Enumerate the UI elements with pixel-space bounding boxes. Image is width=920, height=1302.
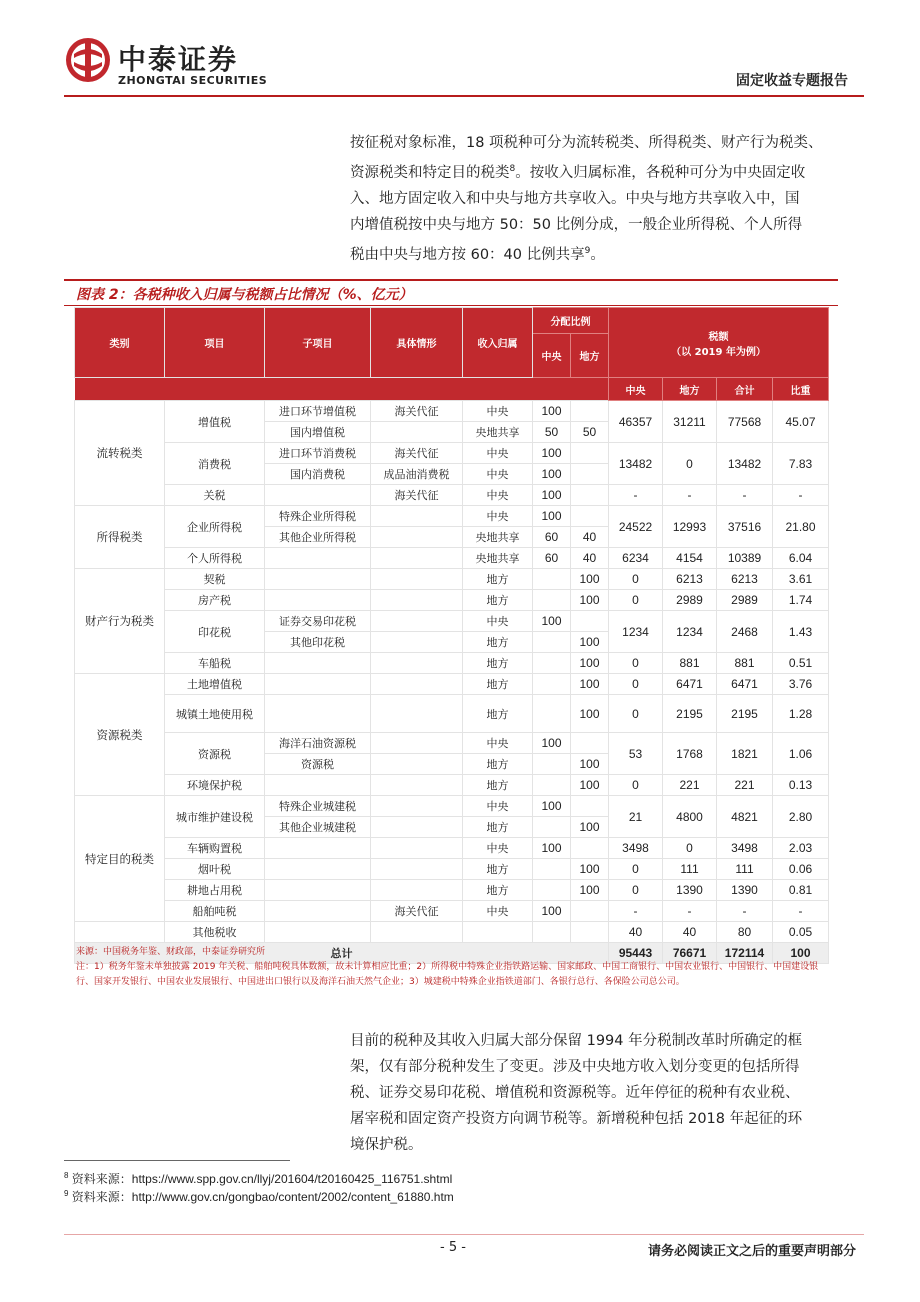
share-cell: 3.76 [773, 674, 829, 695]
local-amount-cell: 1768 [663, 733, 717, 775]
central-amount-cell: 0 [609, 880, 663, 901]
item-cell: 烟叶税 [165, 859, 265, 880]
detail-cell: 海关代征 [371, 401, 463, 422]
local-ratio-cell: 100 [571, 859, 609, 880]
attribution-cell: 中央 [463, 464, 533, 485]
local-ratio-cell: 100 [571, 775, 609, 796]
local-amount-cell: 40 [663, 922, 717, 943]
table-row [75, 485, 829, 506]
local-amount-cell: 76671 [663, 943, 717, 964]
figure-title-rule [64, 305, 838, 306]
disclaimer-text: 请务必阅读正文之后的重要声明部分 [647, 1244, 856, 1259]
sub-item-cell: 其他印花税 [265, 632, 371, 653]
item-cell: 耕地占用税 [165, 880, 265, 901]
local-ratio-cell: 100 [571, 754, 609, 775]
local-amount-cell: 31211 [663, 401, 717, 443]
item-cell: 房产税 [165, 590, 265, 611]
item-cell: 关税 [165, 485, 265, 506]
attribution-cell: 地方 [463, 754, 533, 775]
header-item: 项目 [165, 308, 265, 378]
central-amount-cell: 40 [609, 922, 663, 943]
sub-item-cell: 其他企业所得税 [265, 527, 371, 548]
header-sub-item: 子项目 [265, 308, 371, 378]
table-row [75, 653, 829, 674]
attribution-cell: 地方 [463, 569, 533, 590]
item-cell: 其他税收 [165, 922, 265, 943]
category-cell: 资源税类 [75, 674, 165, 796]
central-ratio-cell: 100 [533, 838, 571, 859]
share-cell: 100 [773, 943, 829, 964]
share-cell: 0.05 [773, 922, 829, 943]
attribution-cell: 中央 [463, 796, 533, 817]
sub-item-cell: 国内消费税 [265, 464, 371, 485]
tax-table [74, 307, 829, 964]
header-detail: 具体情形 [371, 308, 463, 378]
item-cell: 车船税 [165, 653, 265, 674]
local-ratio-cell: 100 [571, 817, 609, 838]
central-amount-cell: 0 [609, 674, 663, 695]
item-cell: 增值税 [165, 401, 265, 443]
central-amount-cell: 95443 [609, 943, 663, 964]
attribution-cell: 中央 [463, 506, 533, 527]
figure-source [76, 945, 836, 990]
total-amount-cell: 1390 [717, 880, 773, 901]
figure-title: 图表 2：各税种收入归属与税额占比情况（%、亿元） [76, 287, 413, 303]
footnote-8: $^8$ 资料来源：https://www.spp.gov.cn/llyj/201604/t20160425_116751.shtml [64, 1171, 453, 1186]
table-row [75, 695, 829, 733]
central-amount-cell: 0 [609, 775, 663, 796]
item-cell: 资源税 [165, 733, 265, 775]
central-ratio-cell: 100 [533, 464, 571, 485]
share-cell: 1.43 [773, 611, 829, 653]
share-cell: 0.51 [773, 653, 829, 674]
central-amount-cell: 46357 [609, 401, 663, 443]
item-cell: 契税 [165, 569, 265, 590]
item-cell: 环境保护税 [165, 775, 265, 796]
central-amount-cell: - [609, 901, 663, 922]
total-amount-cell: 221 [717, 775, 773, 796]
share-cell: 1.28 [773, 695, 829, 733]
attribution-cell: 地方 [463, 775, 533, 796]
total-label: 总计 [75, 943, 609, 964]
sub-item-cell: 进口环节增值税 [265, 401, 371, 422]
total-amount-cell: 111 [717, 859, 773, 880]
share-cell: 0.06 [773, 859, 829, 880]
body-paragraph [350, 1028, 854, 1158]
total-amount-cell: 80 [717, 922, 773, 943]
item-cell: 城市维护建设税 [165, 796, 265, 838]
page-number: - 5 - [440, 1240, 466, 1255]
header-central-ratio: 中央 [533, 334, 571, 378]
local-ratio-cell: 40 [571, 548, 609, 569]
local-ratio-cell: 50 [571, 422, 609, 443]
total-amount-cell: 2468 [717, 611, 773, 653]
zhongtai-logo-icon [64, 36, 112, 84]
central-ratio-cell: 100 [533, 901, 571, 922]
central-ratio-cell: 100 [533, 506, 571, 527]
central-ratio-cell: 100 [533, 485, 571, 506]
local-ratio-cell: 100 [571, 880, 609, 901]
header-share: 比重 [773, 378, 829, 401]
footnote-ref[interactable]: 8 [509, 164, 516, 174]
local-amount-cell: - [663, 485, 717, 506]
total-amount-cell: 37516 [717, 506, 773, 548]
item-cell: 城镇土地使用税 [165, 695, 265, 733]
total-amount-cell: 6471 [717, 674, 773, 695]
share-cell: 2.80 [773, 796, 829, 838]
brand-name-en: ZHONGTAI SECURITIES [118, 74, 268, 87]
attribution-cell: 地方 [463, 590, 533, 611]
total-amount-cell: - [717, 485, 773, 506]
table-row [75, 548, 829, 569]
header-central: 中央 [609, 378, 663, 401]
local-amount-cell: 6213 [663, 569, 717, 590]
central-amount-cell: 24522 [609, 506, 663, 548]
central-ratio-cell: 100 [533, 796, 571, 817]
total-amount-cell: 1821 [717, 733, 773, 775]
header-divider [64, 95, 864, 97]
text-line: 屠宰税和固定资产投资方向调节税等。新增税种包括 2018 年起征的环 [350, 1111, 803, 1127]
table-row [75, 901, 829, 922]
note-text: 注：1）税务年鉴未单独披露 2019 年关税、船舶吨税具体数额，故未计算相应比重；2）所得税中特殊企业指铁路运输、国家邮政、中国工商银行、中国农业银行、中国银行、中国建设银行、国家开发银行、中国农业发展银行、中国进出口银行以及海洋石油天然气企业；3）城建税中特殊企业指铁道部门、各银行总行、各保险公司总公司。 [76, 962, 819, 987]
item-cell: 企业所得税 [165, 506, 265, 548]
central-amount-cell: - [609, 485, 663, 506]
attribution-cell: 地方 [463, 653, 533, 674]
detail-cell: 海关代征 [371, 485, 463, 506]
central-ratio-cell: 60 [533, 548, 571, 569]
item-cell: 消费税 [165, 443, 265, 485]
footnote-link[interactable]: 资料来源：https://www.spp.gov.cn/llyj/201604/t20160425_116751.shtml [71, 1172, 453, 1186]
attribution-cell: 中央 [463, 401, 533, 422]
total-amount-cell: 4821 [717, 796, 773, 838]
sub-item-cell: 资源税 [265, 754, 371, 775]
brand-name-cn: 中泰证券 [118, 43, 239, 76]
attribution-cell: 中央 [463, 611, 533, 632]
text-line: 税、证券交易印花税、增值税和资源税等。近年停征的税种有农业税、 [350, 1085, 800, 1101]
local-amount-cell: 6471 [663, 674, 717, 695]
header-total: 合计 [717, 378, 773, 401]
central-ratio-cell: 100 [533, 443, 571, 464]
item-cell: 车辆购置税 [165, 838, 265, 859]
share-cell: 45.07 [773, 401, 829, 443]
share-cell: - [773, 485, 829, 506]
table-row [75, 880, 829, 901]
central-amount-cell: 0 [609, 590, 663, 611]
local-ratio-cell: 40 [571, 527, 609, 548]
central-amount-cell: 3498 [609, 838, 663, 859]
attribution-cell: 央地共享 [463, 422, 533, 443]
header-local-ratio: 地方 [571, 334, 609, 378]
footnote-divider [64, 1160, 290, 1161]
central-ratio-cell: 100 [533, 611, 571, 632]
sub-item-cell: 证券交易印花税 [265, 611, 371, 632]
detail-cell: 成品油消费税 [371, 464, 463, 485]
local-amount-cell: 2195 [663, 695, 717, 733]
local-amount-cell: 1234 [663, 611, 717, 653]
sub-item-cell: 进口环节消费税 [265, 443, 371, 464]
local-amount-cell: 0 [663, 838, 717, 859]
text-line: 架，仅有部分税种发生了变更。涉及中央地方收入划分变更的包括所得 [350, 1059, 800, 1075]
central-ratio-cell: 60 [533, 527, 571, 548]
central-amount-cell: 0 [609, 569, 663, 590]
central-amount-cell: 6234 [609, 548, 663, 569]
attribution-cell: 地方 [463, 817, 533, 838]
central-amount-cell: 1234 [609, 611, 663, 653]
header-attribution: 收入归属 [463, 308, 533, 378]
sub-item-cell: 国内增值税 [265, 422, 371, 443]
local-ratio-cell: 100 [571, 674, 609, 695]
table-row [75, 443, 829, 464]
sub-item-cell: 其他企业城建税 [265, 817, 371, 838]
local-amount-cell: 4154 [663, 548, 717, 569]
text-line: 境保护税。 [350, 1137, 423, 1153]
share-cell: 2.03 [773, 838, 829, 859]
table-row [75, 859, 829, 880]
category-cell: 特定目的税类 [75, 796, 165, 922]
central-amount-cell: 0 [609, 653, 663, 674]
central-amount-cell: 21 [609, 796, 663, 838]
local-ratio-cell: 100 [571, 653, 609, 674]
total-amount-cell: 172114 [717, 943, 773, 964]
total-amount-cell: 2195 [717, 695, 773, 733]
table-row [75, 922, 829, 943]
text-line: 入、地方固定收入和中央与地方共享收入。中央与地方共享收入中，国 [350, 190, 800, 207]
share-cell: 6.04 [773, 548, 829, 569]
item-cell: 个人所得税 [165, 548, 265, 569]
table-row [75, 401, 829, 422]
central-ratio-cell: 100 [533, 733, 571, 754]
local-amount-cell: 4800 [663, 796, 717, 838]
attribution-cell: 中央 [463, 733, 533, 754]
table-row [75, 590, 829, 611]
total-amount-cell: 3498 [717, 838, 773, 859]
intro-paragraph [350, 130, 854, 268]
table-row [75, 674, 829, 695]
attribution-cell: 地方 [463, 859, 533, 880]
detail-cell: 海关代征 [371, 901, 463, 922]
text-line: 按征税对象标准，18 项税种可分为流转税类、所得税类、财产行为税类、 [350, 135, 823, 151]
attribution-cell: 央地共享 [463, 548, 533, 569]
footnote-ref[interactable]: 9 [584, 245, 591, 256]
central-amount-cell: 0 [609, 859, 663, 880]
share-cell: 1.06 [773, 733, 829, 775]
table-row [75, 611, 829, 632]
total-amount-cell: 881 [717, 653, 773, 674]
local-amount-cell: 2989 [663, 590, 717, 611]
attribution-cell: 地方 [463, 632, 533, 653]
sub-item-cell: 特殊企业所得税 [265, 506, 371, 527]
category-cell: 流转税类 [75, 401, 165, 506]
table-row [75, 506, 829, 527]
central-amount-cell: 53 [609, 733, 663, 775]
central-amount-cell: 0 [609, 695, 663, 733]
table-row [75, 838, 829, 859]
attribution-cell: 地方 [463, 695, 533, 733]
item-cell: 船舶吨税 [165, 901, 265, 922]
figure-top-rule [64, 279, 838, 281]
footnote-link[interactable]: 资料来源：http://www.gov.cn/gongbao/content/2002/content_61880.htm [71, 1190, 454, 1204]
local-amount-cell: 0 [663, 443, 717, 485]
central-ratio-cell: 100 [533, 401, 571, 422]
page-header [0, 0, 920, 100]
local-amount-cell: 881 [663, 653, 717, 674]
total-amount-cell: - [717, 901, 773, 922]
header-local: 地方 [663, 378, 717, 401]
header-ratio: 分配比例 [533, 308, 609, 334]
local-amount-cell: 221 [663, 775, 717, 796]
share-cell: 7.83 [773, 443, 829, 485]
sub-item-cell: 特殊企业城建税 [265, 796, 371, 817]
report-type: 固定收益专题报告 [736, 73, 848, 89]
local-amount-cell: 1390 [663, 880, 717, 901]
item-cell: 土地增值税 [165, 674, 265, 695]
category-cell: 所得税类 [75, 506, 165, 569]
text-line: 目前的税种及其收入归属大部分保留 1994 年分税制改革时所确定的框 [350, 1033, 803, 1049]
share-cell: 0.81 [773, 880, 829, 901]
share-cell: 0.13 [773, 775, 829, 796]
header-amount: 税额 （以 2019 年为例） [609, 308, 829, 378]
total-amount-cell: 6213 [717, 569, 773, 590]
text-line: 税由中央与地方按 60：40 比例共享$^9$。 [350, 245, 605, 263]
local-amount-cell: 12993 [663, 506, 717, 548]
table-row [75, 775, 829, 796]
attribution-cell: 地方 [463, 880, 533, 901]
local-amount-cell: - [663, 901, 717, 922]
share-cell: 1.74 [773, 590, 829, 611]
share-cell: 21.80 [773, 506, 829, 548]
total-amount-cell: 13482 [717, 443, 773, 485]
header-category: 类别 [75, 308, 165, 378]
share-cell: 3.61 [773, 569, 829, 590]
local-amount-cell: 111 [663, 859, 717, 880]
local-ratio-cell: 100 [571, 569, 609, 590]
central-ratio-cell: 50 [533, 422, 571, 443]
total-amount-cell: 77568 [717, 401, 773, 443]
local-ratio-cell: 100 [571, 590, 609, 611]
total-amount-cell: 10389 [717, 548, 773, 569]
central-amount-cell: 13482 [609, 443, 663, 485]
attribution-cell: 中央 [463, 901, 533, 922]
footer-divider [64, 1234, 864, 1235]
attribution-cell: 地方 [463, 674, 533, 695]
attribution-cell: 中央 [463, 485, 533, 506]
detail-cell: 海关代征 [371, 443, 463, 464]
table-row [75, 733, 829, 754]
attribution-cell: 中央 [463, 838, 533, 859]
local-ratio-cell: 100 [571, 632, 609, 653]
table-row [75, 796, 829, 817]
source-line: 来源：中国税务年鉴、财政部，中泰证券研究所 [76, 947, 266, 957]
share-cell: - [773, 901, 829, 922]
total-amount-cell: 2989 [717, 590, 773, 611]
sub-item-cell: 海洋石油资源税 [265, 733, 371, 754]
text-line: 内增值税按中央与地方 50：50 比例分成，一般企业所得税、个人所得 [350, 216, 803, 233]
attribution-cell: 中央 [463, 443, 533, 464]
item-cell: 印花税 [165, 611, 265, 653]
text-line: 资源税类和特定目的税类$^8$。按收入归属标准，各税种可分为中央固定收 [350, 164, 806, 181]
category-cell: 财产行为税类 [75, 569, 165, 674]
local-ratio-cell: 100 [571, 695, 609, 733]
footnote-9: $^9$ 资料来源：http://www.gov.cn/gongbao/content/2002/content_61880.htm [64, 1189, 454, 1204]
attribution-cell: 央地共享 [463, 527, 533, 548]
table-row [75, 569, 829, 590]
